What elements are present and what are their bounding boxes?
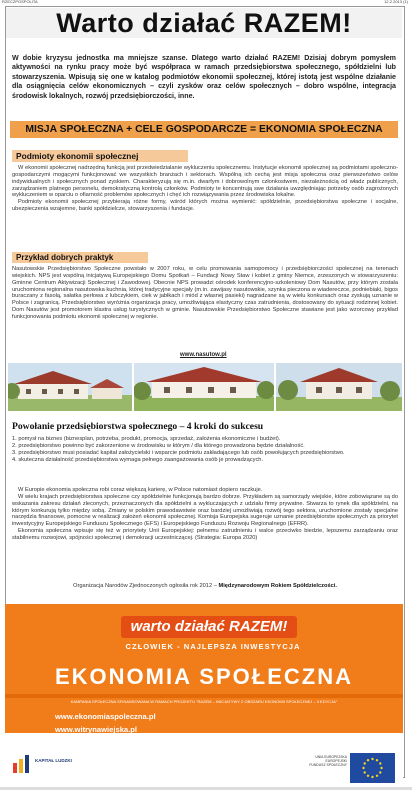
eu-section (12, 487, 398, 542)
house-photo-3 (276, 363, 402, 411)
banner-main-heading: EKONOMIA SPOŁECZNA (55, 664, 353, 689)
section-heading-practices: Przykład dobrych praktyk (12, 252, 148, 263)
paragraph: Podmioty ekonomii społecznej przybierają różne formy, wśród których można wymienić: spółdzielnie, przedsiębiorstwa społeczne i socjalne, ubezpieczenia wzajemne, banki spółdzielcze, stowarzyszenia i fundacje. (12, 199, 398, 213)
banner-campaign-note: KAMPANIA SPOŁECZNA SFINANSOWANA W RAMACH PROJEKTU "RAZEM – INICJATYWY Z OBSZARU EKONOMII SPOŁECZNEJ – II EDYCJA" (70, 699, 338, 704)
banner-stripe (5, 694, 403, 698)
paragraph: W Europie ekonomia społeczna robi coraz większą karierę, w Polsce natomiast dopiero raczkuje. (18, 487, 263, 493)
eu-line: EUROPEJSKI (325, 759, 347, 764)
section-heading-subjects: Podmioty ekonomii społecznej (12, 150, 188, 162)
kapital-ludzki-label: KAPITAŁ LUDZKI (35, 758, 72, 763)
step-item: 3. przedsiębiorstwo musi posiadać kapitał założycielski i wsparcie podmiotu zakładającego lub osób powołujących przedsiębiorstwo. (12, 450, 345, 456)
header-right: 12.2.2013 (1) (384, 0, 408, 4)
section-heading-steps: Powołanie przedsiębiorstwa społecznego – 4 kroki do sukcesu (12, 421, 264, 432)
page-header (0, 0, 412, 4)
banner-title: warto działać RAZEM! (121, 616, 297, 638)
section-body-subjects (12, 165, 398, 213)
eu-flag-icon (350, 753, 395, 783)
eu-fund-label (295, 755, 347, 768)
un-year-prefix: Organizacja Narodów Zjednoczonych ogłosiła rok 2012 – (73, 583, 219, 589)
eu-line: FUNDUSZ SPOŁECZNY (309, 763, 347, 768)
paragraph: W wielu krajach przedsiębiorstwa społeczne czy spółdzielnie funkcjonują bardzo dobrze. Przykładem są samorządy wiejskie, które zobowiązane są do wskazania zakresu działań zleconych, przeznaczonych dla spółdzielni a wykluczających z udziału firmy prywatne. Stwarza to rynek dla spółdzielni, na którym konkurują tylko między sobą. Zmiany w polskim prawodawstwie oraz bardziej umożliwiają rozwój tego sektora, uruchomione zostały specjalne narzędzia finansowe, pomocne w realizacji założeń ekonomii społecznej. Komisja Europejska sugeruje uznanie przedsiębiorstw społecznych za priorytet inwestycyjny Europejskiego Funduszu Społecznego (EFS) i Europejskiego Funduszu Rozwoju Regionalnego (EFRR). (12, 493, 398, 528)
article-title: Warto działać RAZEM! (6, 8, 402, 38)
footer-logos (5, 733, 403, 787)
banner-link[interactable]: www.witrynawiejska.pl (55, 724, 138, 734)
banner-subtitle: CZŁOWIEK - NAJLEPSZA INWESTYCJA (125, 642, 301, 651)
photo-strip (8, 363, 402, 411)
step-item: 1. pomysł na biznes (biznesplan, potrzeba, produkt, promocja, sprzedaż, założenia ekonomiczne i budżet). (12, 436, 281, 442)
nasutow-link[interactable]: www.nasutow.pl (180, 352, 227, 358)
formula-banner: MISJA SPOŁECZNA + CELE GOSPODARCZE = EKONOMIA SPOŁECZNA (10, 121, 398, 138)
header-left: RZECZPOSPOLITA (2, 0, 38, 4)
step-item: 2. przedsiębiorstwo powinno być zakorzenione w środowisku w którym / dla którego prowadzona będzie działalność. (12, 443, 305, 449)
kapital-ludzki-logo-icon (11, 753, 33, 775)
steps-list (12, 436, 402, 464)
un-year-bold: Międzynarodowym Rokiem Spółdzielczości. (218, 583, 337, 589)
paragraph: Ekonomia społeczna wpisuje się też w priorytety Unii Europejskiej: pełnemu zatrudnieniu i walce przeciwko biedzie, lepszemu zarządzaniu oraz stabilnemu rozwojowi, spójności społecznej i demokracji uczestniczącej. (Strategia: Europa 2020) (12, 528, 398, 541)
house-photo-1 (8, 363, 132, 411)
eu-line: UNIA EUROPEJSKA (315, 755, 347, 759)
intro-paragraph: W dobie kryzysu jednostka ma mniejsze szanse. Dlatego warto działać RAZEM! Dzisiaj dobrym pomysłem aktywności na rynku pracy może być współpraca w ramach przedsiębiorstwa społecznego, spółdzielni lub stowarzyszenia. Wpisują się one w katalog podmiotów ekonomii społecznej, której istotą jest wspólne działanie dla osiągnięcia celów ekonomicznych – czyli zysków oraz celów społecznych – dobro wspólne, integracja środowisk lokalnych, rozwój przedsiębiorczości, inne. (12, 54, 396, 100)
un-year-line (12, 583, 398, 589)
paragraph: W ekonomii społecznej nadrzędną funkcją jest przedwiedzialanie wykluczeniu społecznemu. Instytucje ekonomii społecznej są podmiotami społeczno-gospodarczymi mogącymi funkcjonować we wszystkich branżach i sektorach. Wspólną ich cechą jest misja społeczna oraz pierwszeństwo celów indywidualnych i społecznych ponad zyskiem. Charakteryzują się m.in. dwarfym i dobrowolnym członkostwem, niezależnością od władz publicznych, zarządzaniem platnego personelu, demokratyczną kontrolą członków. Podmioty te koncentrują swe działania uwzględniając potrzeby osób zagrożonych wykluczeniem w oparciu o ofiarność problemów społecznych i chęć ich rozwiązywania przez środowiska lokalne. (12, 165, 398, 199)
house-photo-2 (134, 363, 274, 411)
banner-link[interactable]: www.ekonomiaspoleczna.pl (55, 712, 156, 721)
step-item: 4. skuteczna działalność przedsiębiorstwa wymaga pełnego zaangażowania osób je prowadzących. (12, 457, 264, 463)
section-body-practices: Nasutowskie Przedsiębiorstwo Społeczne powstało w 2007 roku, w celu promowania samopomocy i przedsiębiorczości społecznej na terenach wiejskich. NPS jest wspólną inicjatywą Europejskiego Domu Spotkań – Fundacji Nowy Staw i kobiet z gminy Niemce, zrzeszonych w stowarzyszeniu: Gminne Centrum Aktywizacji Społecznej i Zawodowej. Obecnie NPS prowadzi ośrodek konferencyjno-szkoleniowy Dom Nasutów, przy którym została uruchomiona regionalna nasutowska kuchnia, której tradycyjne specjały (m.in. zawijasy nasutowskie, szynka pieczona w wiadereczce, podniebiaki, bigos buraczany z fasolą, sałatka perłowa z lubczykiem, ciek w jabłkach i miód z własnej pasieki) nagradzane są w wielu konkursach oraz zyskują uznanie w Polsce i zagranicą. Przedsiębiorstwo wyróżnia organizacja pracy, umożliwiająca elastyczny czas zatrudnienia, dostosowany do sytuacji rodzinnej kobiet. Dom Nasutów jest promotorem klastra usług turystycznych w gminie. Nasutowskie Przedsiębiorstwo Społeczne stawiane jest jako wzorcowy przykład funkcjonowania podmiotu ekonomii społecznej w regionie. (12, 266, 398, 320)
